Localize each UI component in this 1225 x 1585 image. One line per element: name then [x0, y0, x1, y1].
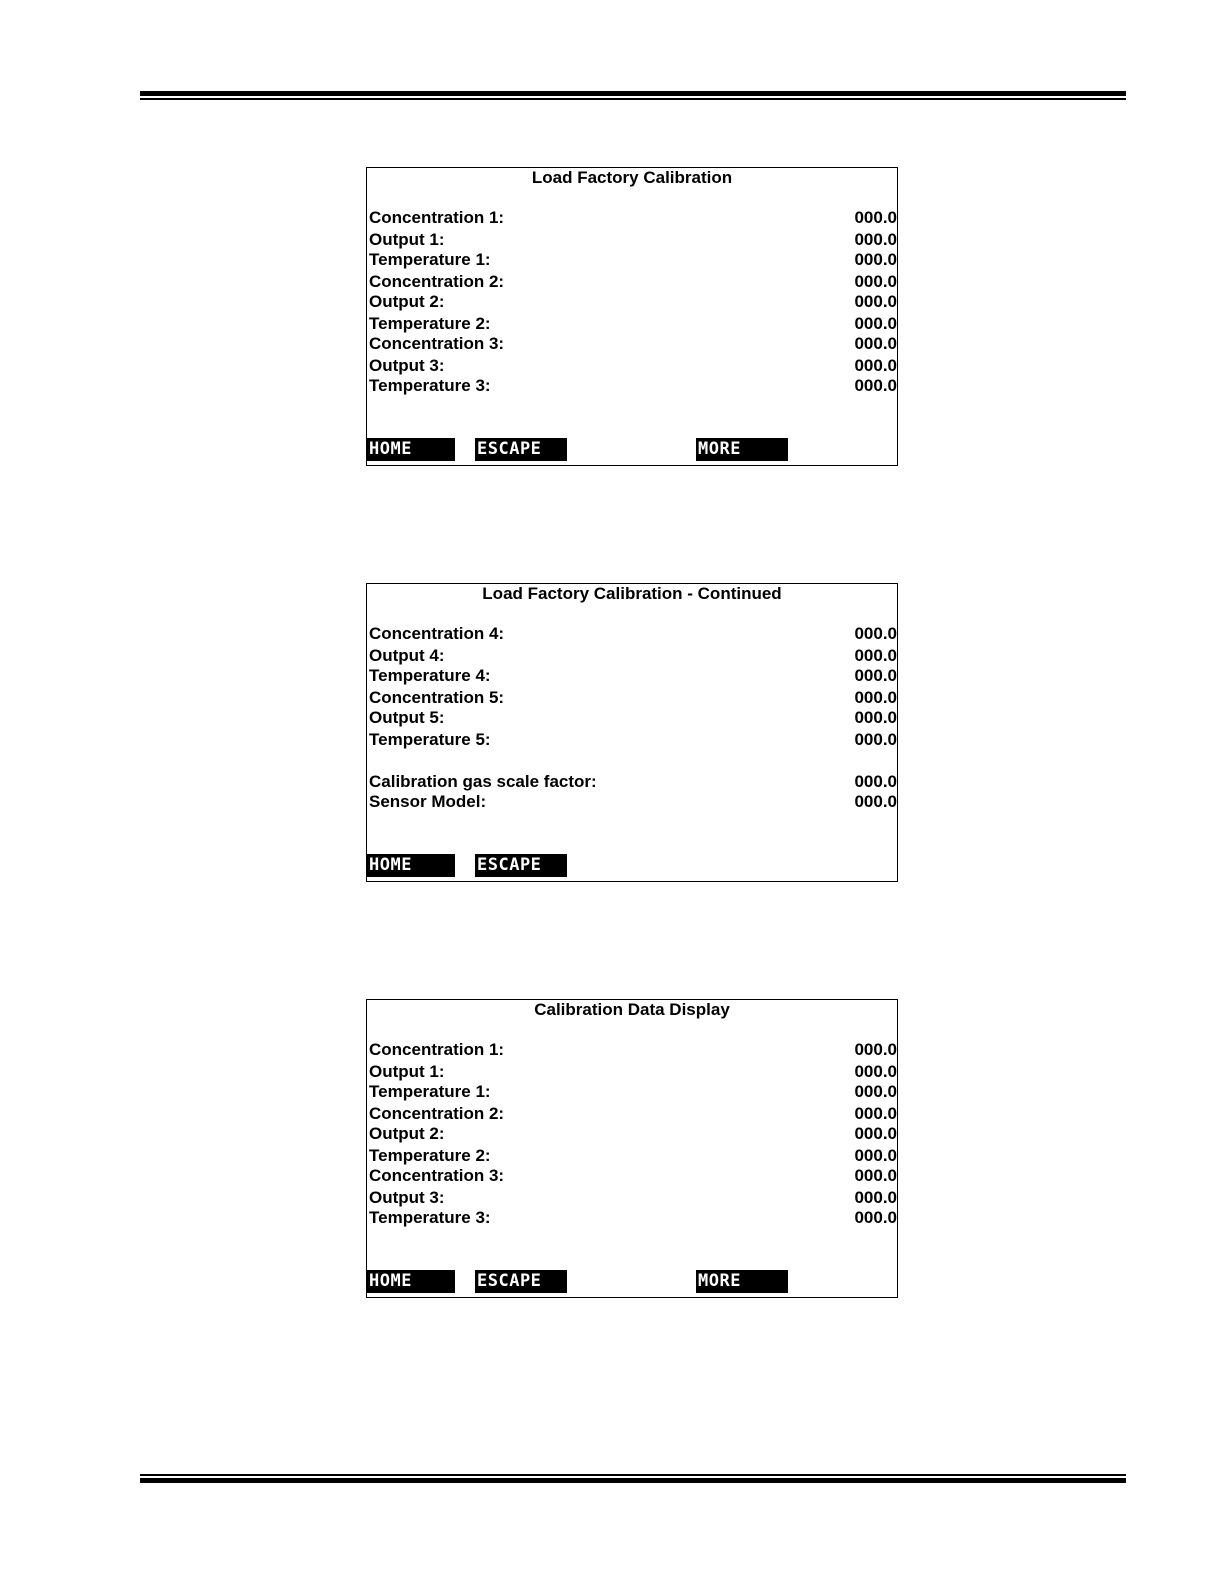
- row-value: 000.0: [854, 1188, 897, 1207]
- data-row: [369, 1147, 897, 1165]
- row-value: 000.0: [854, 356, 897, 375]
- row-label: Calibration gas scale factor:: [369, 772, 597, 791]
- screen-calibration-data-display: [366, 999, 898, 1298]
- data-row: [369, 377, 897, 395]
- data-row: [369, 209, 897, 227]
- row-label: Temperature 1:: [369, 1082, 491, 1101]
- row-label: Output 2:: [369, 292, 445, 311]
- home-button[interactable]: HOME: [367, 1270, 455, 1293]
- row-value: 000.0: [854, 1062, 897, 1081]
- row-label: Sensor Model:: [369, 792, 487, 811]
- row-value: 000.0: [854, 334, 897, 353]
- row-label: Temperature 4:: [369, 666, 491, 685]
- data-row: [369, 357, 897, 375]
- row-value: 000.0: [854, 1146, 897, 1165]
- data-row: [369, 667, 897, 685]
- row-label: Temperature 5:: [369, 730, 491, 749]
- data-row: [369, 1209, 897, 1227]
- row-label: Temperature 2:: [369, 314, 491, 333]
- row-value: 000.0: [854, 292, 897, 311]
- escape-button[interactable]: ESCAPE: [475, 438, 567, 461]
- row-label: Output 1:: [369, 1062, 445, 1081]
- row-label: Output 3:: [369, 1188, 445, 1207]
- data-row: [369, 1167, 897, 1185]
- row-value: 000.0: [854, 272, 897, 291]
- row-value: 000.0: [854, 624, 897, 643]
- data-row: [369, 1063, 897, 1081]
- row-value: 000.0: [854, 1166, 897, 1185]
- data-row: [369, 315, 897, 333]
- data-row: [369, 1105, 897, 1123]
- row-label: Concentration 1:: [369, 1040, 505, 1059]
- row-value: 000.0: [854, 1104, 897, 1123]
- home-button[interactable]: HOME: [367, 854, 455, 877]
- data-row: [369, 647, 897, 665]
- row-label: Concentration 5:: [369, 688, 505, 707]
- screen-load-factory-calibration: [366, 167, 898, 466]
- row-label: Temperature 3:: [369, 1208, 491, 1227]
- data-row: [369, 335, 897, 353]
- row-value: 000.0: [854, 646, 897, 665]
- home-button[interactable]: HOME: [367, 438, 455, 461]
- row-label: Concentration 2:: [369, 272, 505, 291]
- data-row: [369, 1083, 897, 1101]
- data-row: [369, 273, 897, 291]
- data-row: [369, 793, 897, 811]
- row-label: Output 5:: [369, 708, 445, 727]
- screen-title: Load Factory Calibration - Continued: [482, 584, 782, 603]
- screen-title: Calibration Data Display: [534, 1000, 730, 1019]
- row-value: 000.0: [854, 376, 897, 395]
- row-label: Output 1:: [369, 230, 445, 249]
- row-value: 000.0: [854, 666, 897, 685]
- row-label: Concentration 3:: [369, 334, 505, 353]
- data-row: [369, 709, 897, 727]
- row-value: 000.0: [854, 730, 897, 749]
- row-label: Concentration 4:: [369, 624, 505, 643]
- row-value: 000.0: [854, 1040, 897, 1059]
- row-label: Concentration 2:: [369, 1104, 505, 1123]
- more-button[interactable]: MORE: [696, 438, 788, 461]
- row-value: 000.0: [854, 208, 897, 227]
- row-label: Output 3:: [369, 356, 445, 375]
- row-label: Concentration 3:: [369, 1166, 505, 1185]
- screen-load-factory-calibration-continued: [366, 583, 898, 882]
- data-row: [369, 731, 897, 749]
- row-value: 000.0: [854, 1082, 897, 1101]
- row-value: 000.0: [854, 688, 897, 707]
- row-label: Output 4:: [369, 646, 445, 665]
- row-value: 000.0: [854, 230, 897, 249]
- data-row: [369, 231, 897, 249]
- data-row: [369, 625, 897, 643]
- row-value: 000.0: [854, 772, 897, 791]
- data-row: [369, 1041, 897, 1059]
- data-row: [369, 689, 897, 707]
- data-row: [369, 773, 897, 791]
- row-value: 000.0: [854, 792, 897, 811]
- row-value: 000.0: [854, 1124, 897, 1143]
- row-label: Temperature 3:: [369, 376, 491, 395]
- row-value: 000.0: [854, 314, 897, 333]
- row-label: Temperature 2:: [369, 1146, 491, 1165]
- row-label: Temperature 1:: [369, 250, 491, 269]
- row-label: Output 2:: [369, 1124, 445, 1143]
- escape-button[interactable]: ESCAPE: [475, 1270, 567, 1293]
- row-value: 000.0: [854, 708, 897, 727]
- row-value: 000.0: [854, 250, 897, 269]
- data-row: [369, 293, 897, 311]
- data-row: [369, 1125, 897, 1143]
- data-row: [369, 251, 897, 269]
- data-row: [369, 1189, 897, 1207]
- escape-button[interactable]: ESCAPE: [475, 854, 567, 877]
- row-label: Concentration 1:: [369, 208, 505, 227]
- more-button[interactable]: MORE: [696, 1270, 788, 1293]
- row-value: 000.0: [854, 1208, 897, 1227]
- screen-title: Load Factory Calibration: [531, 168, 733, 187]
